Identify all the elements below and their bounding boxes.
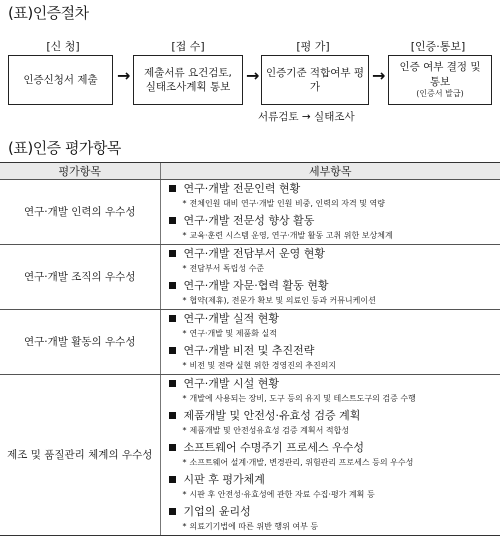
step-text: 인증 여부 결정 및 통보 — [399, 61, 481, 88]
square-bullet-icon — [169, 282, 176, 289]
item-label: 연구·개발 시설 현황 — [183, 377, 279, 390]
step-header-receipt: [접 수] — [171, 40, 205, 53]
detail-marker: * — [182, 458, 187, 467]
list-item — [161, 342, 500, 358]
square-bullet-icon — [169, 250, 176, 257]
item-label: 기업의 윤리성 — [183, 505, 251, 518]
arrow-icon: → — [246, 66, 260, 85]
step-text: 제출서류 요건검토, 실태조사계획 통보 — [144, 66, 232, 93]
detail-text: 제품개발 및 안전성유효성 검증 계획서 적합성 — [189, 426, 350, 435]
detail-text: 의료기기법에 따른 위반 행위 여부 등 — [189, 522, 319, 531]
detail-text: 비전 및 전략 실현 위한 경영진의 추진의지 — [189, 361, 337, 370]
item-detail — [161, 261, 500, 277]
detail-marker: * — [182, 361, 187, 370]
detail-marker: * — [182, 296, 187, 305]
detail-text: 교육·훈련 시스템 운영, 연구·개발 활동 고취 위한 보상체계 — [189, 231, 393, 240]
item-label: 연구·개발 전문성 향상 활동 — [183, 214, 315, 227]
details-cell — [160, 375, 500, 536]
item-label: 연구·개발 자문·협력 활동 현황 — [183, 279, 329, 292]
list-item — [161, 180, 500, 196]
list-item — [161, 503, 500, 519]
category-cell: 연구·개발 인력의 우수성 — [0, 180, 160, 245]
category-cell: 연구·개발 조직의 우수성 — [0, 245, 160, 310]
step-box-notify — [388, 55, 492, 105]
step-box-apply — [8, 55, 113, 105]
arrow-icon: → — [372, 66, 386, 85]
arrow-icon: → — [117, 66, 131, 85]
detail-marker: * — [182, 394, 187, 403]
list-item — [161, 407, 500, 423]
table-row — [0, 180, 500, 245]
step-header-apply: [신 청] — [46, 40, 80, 53]
step-box-evaluate — [261, 55, 369, 105]
list-item — [161, 245, 500, 261]
detail-marker: * — [182, 231, 187, 240]
square-bullet-icon — [169, 444, 176, 451]
list-item — [161, 375, 500, 391]
list-item — [161, 471, 500, 487]
item-label: 소프트웨어 수명주기 프로세스 우수성 — [183, 441, 365, 454]
details-cell — [160, 245, 500, 310]
detail-text: 연구·개발 및 제품화 실적 — [189, 329, 277, 338]
details-cell — [160, 180, 500, 245]
table-row — [0, 375, 500, 536]
square-bullet-icon — [169, 315, 176, 322]
list-item — [161, 212, 500, 228]
detail-text: 개발에 사용되는 장비, 도구 등의 유지 및 테스트도구의 검증 수행 — [189, 394, 416, 403]
detail-text: 소프트웨어 설계·개발, 변경관리, 위험관리 프로세스 등의 우수성 — [189, 458, 414, 467]
item-label: 시판 후 평가체계 — [183, 473, 265, 486]
item-detail — [161, 519, 500, 535]
list-item — [161, 439, 500, 455]
evaluation-table — [0, 162, 500, 536]
step-header-evaluate: [평 가] — [296, 40, 330, 53]
detail-text: 협약(제휴), 전문가 확보 및 의료인 등과 커뮤니케이션 — [189, 296, 376, 305]
item-detail — [161, 391, 500, 407]
category-cell: 제조 및 품질관리 체계의 우수성 — [0, 375, 160, 536]
item-detail — [161, 326, 500, 342]
detail-marker: * — [182, 199, 187, 208]
step-box-receipt — [133, 55, 243, 105]
item-detail — [161, 293, 500, 309]
item-detail — [161, 423, 500, 439]
item-detail — [161, 196, 500, 212]
item-label: 연구·개발 비전 및 추진전략 — [183, 344, 315, 357]
item-detail — [161, 487, 500, 503]
table-row — [0, 245, 500, 310]
square-bullet-icon — [169, 412, 176, 419]
list-item — [161, 277, 500, 293]
column-header-category: 평가항목 — [0, 163, 160, 180]
detail-marker: * — [182, 522, 187, 531]
table-row — [0, 310, 500, 375]
square-bullet-icon — [169, 508, 176, 515]
step-text: 인증기준 적합여부 평가 — [266, 66, 364, 93]
detail-marker: * — [182, 329, 187, 338]
step-text: 인증신청서 제출 — [23, 73, 98, 86]
detail-marker: * — [182, 264, 187, 273]
category-cell: 연구·개발 활동의 우수성 — [0, 310, 160, 375]
detail-marker: * — [182, 426, 187, 435]
detail-text: 전담부서 독립성 수준 — [189, 264, 265, 273]
square-bullet-icon — [169, 476, 176, 483]
item-label: 연구·개발 전담부서 운영 현황 — [183, 247, 325, 260]
step-note: (인증서 발급) — [416, 88, 464, 98]
detail-text: 시판 후 안전성·유효성에 관한 자료 수집·평가 계획 등 — [189, 490, 375, 499]
square-bullet-icon — [169, 217, 176, 224]
details-cell — [160, 310, 500, 375]
column-header-details: 세부항목 — [160, 163, 500, 180]
step-header-notify: [인증·통보] — [410, 40, 466, 53]
evaluation-title: (표)인증 평가항목 — [8, 139, 121, 157]
item-detail — [161, 228, 500, 244]
item-detail — [161, 455, 500, 471]
square-bullet-icon — [169, 380, 176, 387]
process-footnote: 서류검토 → 실태조사 — [258, 111, 355, 123]
list-item — [161, 310, 500, 326]
square-bullet-icon — [169, 185, 176, 192]
detail-marker: * — [182, 490, 187, 499]
item-label: 연구·개발 전문인력 현황 — [183, 182, 301, 195]
item-label: 연구·개발 실적 현황 — [183, 312, 279, 325]
process-title: (표)인증절차 — [8, 4, 89, 22]
square-bullet-icon — [169, 347, 176, 354]
detail-text: 전체인원 대비 연구·개발 인원 비중, 인력의 자격 및 역량 — [189, 199, 385, 208]
item-label: 제품개발 및 안전성·유효성 검증 계획 — [183, 409, 361, 422]
item-detail — [161, 358, 500, 374]
